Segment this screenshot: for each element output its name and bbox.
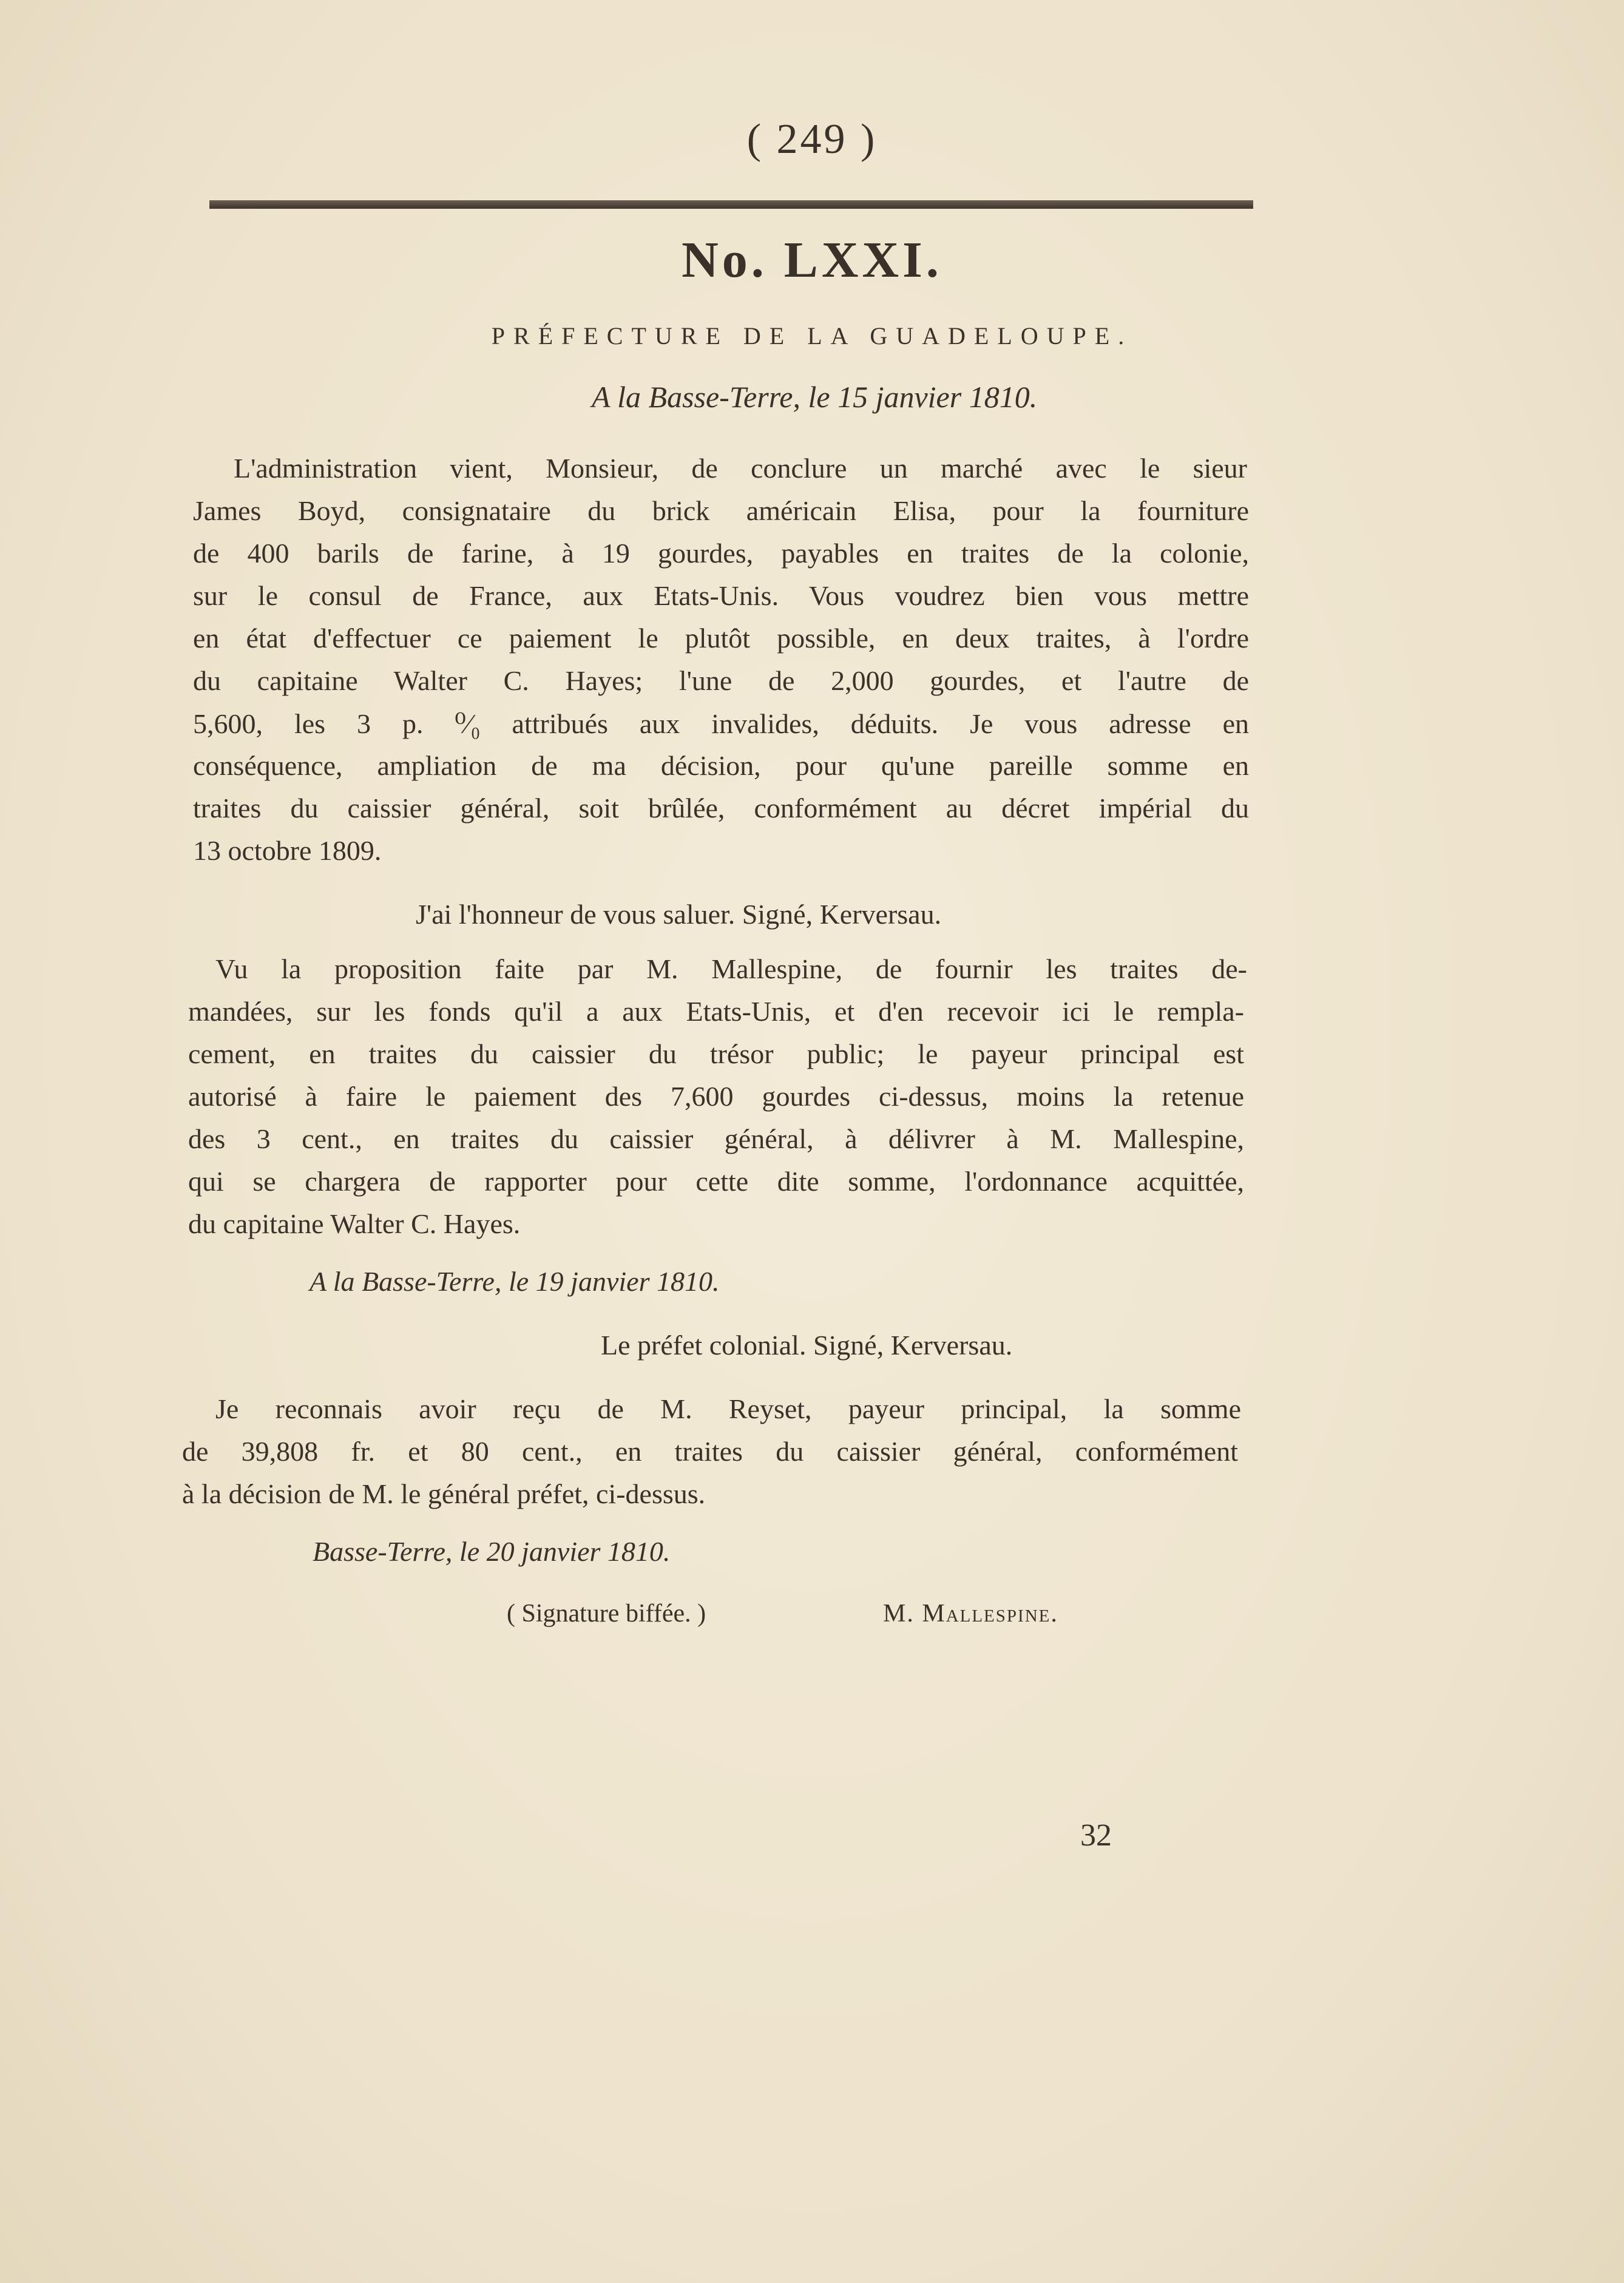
paragraph-2-line: cement, en traites du caissier du trésor public; le payeur principal est [188,1038,1244,1069]
paragraph-1-line: L'administration vient, Monsieur, de conclure un marché avec le sieur [234,453,1247,484]
paragraph-3-line: de 39,808 fr. et 80 cent., en traites du caissier général, conformément [182,1436,1238,1467]
paragraph-1-line: sur le consul de France, aux Etats-Unis. Vous voudrez bien vous mettre [193,580,1249,611]
dateline-3: Basse-Terre, le 20 janvier 1810. [313,1536,671,1567]
dateline-2: A la Basse-Terre, le 19 janvier 1810. [310,1266,720,1297]
signature-name: M. Mallespine. [883,1600,1058,1628]
paragraph-1-line: du capitaine Walter C. Hayes; l'une de 2,000 gourdes, et l'autre de [193,665,1249,696]
paragraph-2-line: qui se chargera de rapporter pour cette dite somme, l'ordonnance acquittée, [188,1166,1244,1197]
paragraph-2-line: Vu la proposition faite par M. Mallespine, de fournir les traites de- [215,953,1247,984]
paragraph-2-line: du capitaine Walter C. Hayes. [188,1208,521,1239]
dateline-1: A la Basse-Terre, le 15 janvier 1810. [592,380,1038,414]
paragraph-1-line: conséquence, ampliation de ma décision, pour qu'une pareille somme en [193,750,1249,781]
header-rule [209,200,1253,209]
signature-note: ( Signature biffée. ) [507,1600,706,1628]
prefecture-heading: PRÉFECTURE DE LA GUADELOUPE. [491,322,1133,350]
salutation: J'ai l'honneur de vous saluer. Signé, Kerversau. [416,899,942,930]
paragraph-1-line: 5,600, les 3 p. ⁰⁄₀ attribués aux invalides, déduits. Je vous adresse en [193,708,1249,739]
paragraph-3-line: Je reconnais avoir reçu de M. Reyset, payeur principal, la somme [215,1393,1241,1424]
paragraph-1-line: James Boyd, consignataire du brick américain Elisa, pour la fourniture [193,495,1249,526]
document-number: No. LXXI. [682,232,942,288]
paragraph-2-line: autorisé à faire le paiement des 7,600 gourdes ci-dessus, moins la retenue [188,1081,1244,1112]
paragraph-2-line: mandées, sur les fonds qu'il a aux Etats-Unis, et d'en recevoir ici le rempla- [188,996,1244,1027]
paragraph-1-line: traites du caissier général, soit brûlée, conformément au décret impérial du [193,793,1249,824]
paragraph-1-line: de 400 barils de farine, à 19 gourdes, payables en traites de la colonie, [193,538,1249,569]
signature-2: Le préfet colonial. Signé, Kerversau. [601,1330,1013,1361]
paragraph-1-line: 13 octobre 1809. [193,835,382,866]
signature-mark: 32 [1080,1818,1112,1853]
page-number-header: ( 249 ) [746,116,878,163]
paragraph-1-line: en état d'effectuer ce paiement le plutôt possible, en deux traites, à l'ordre [193,623,1249,654]
paragraph-2-line: des 3 cent., en traites du caissier général, à délivrer à M. Mallespine, [188,1123,1244,1154]
paragraph-3-line: à la décision de M. le général préfet, ci-dessus. [182,1478,706,1509]
